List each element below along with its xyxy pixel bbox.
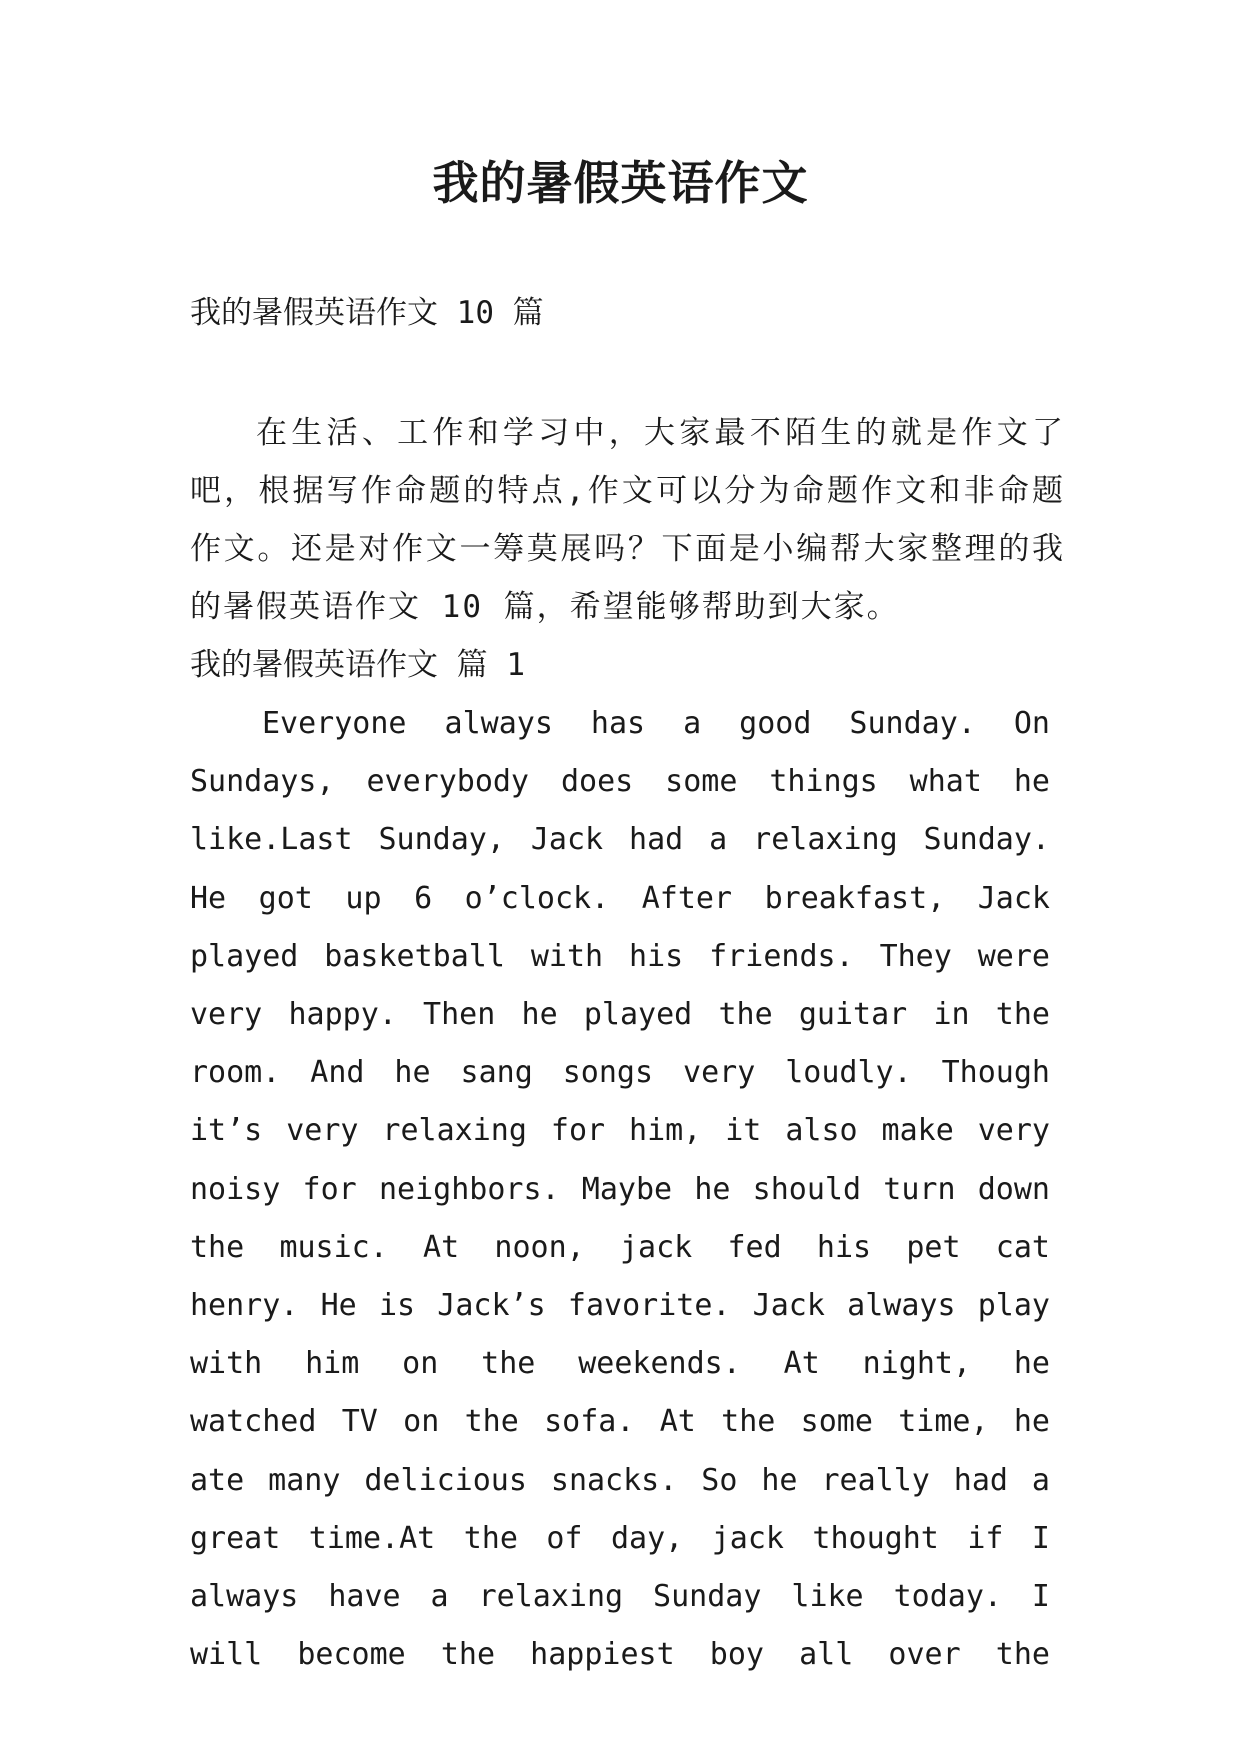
document-subtitle: 我的暑假英语作文 10 篇 [190,295,544,331]
document-title: 我的暑假英语作文 [432,156,809,210]
essay-paragraph: Everyone always has a good Sunday. On Sundays, everybody does some things what he like.Last Sunday, Jack had a relaxing Sunday. He got up 6 o’clock. After breakfast, Jack played basketball with his friends. They were very happy. Then he played the guitar in the room. And he sang songs very loudly. Though it’s very relaxing for him, it also make very noisy for neighbors. Maybe he should turn down the music. At noon, jack fed his pet cat henry. He is Jack’s favorite. Jack always play with him on the weekends. At night, he watched TV on the sofa. At the some time, he ate many delicious snacks. So he really had a great time.At the of day, jack thought if I always have a relaxing Sunday like today. I will become the happiest boy all over the [190,706,1050,1673]
intro-paragraph: 在生活、工作和学习中，大家最不陌生的就是作文了吧，根据写作命题的特点,作文可以分为命题作文和非命题作文。还是对作文一筹莫展吗？下面是小编帮大家整理的我的暑假英语作文 10 篇，希望能够帮助到大家。 [190,415,1065,625]
section-heading: 我的暑假英语作文 篇 1 [190,647,525,683]
